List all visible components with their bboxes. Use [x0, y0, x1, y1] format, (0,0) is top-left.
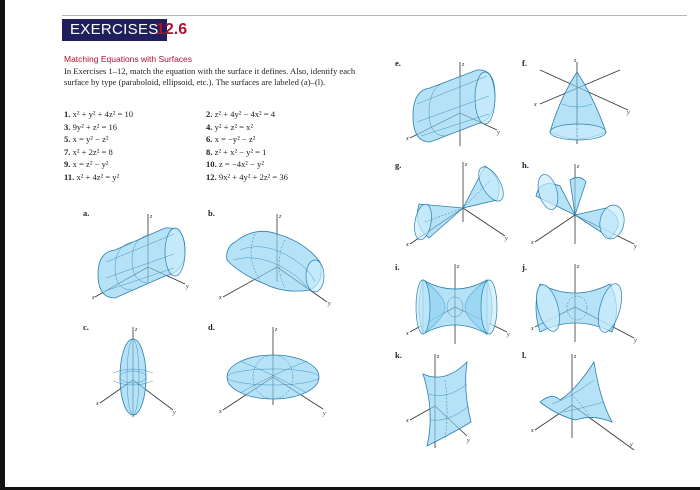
figure-e — [405, 58, 505, 148]
figure-label-f: f. — [522, 58, 527, 68]
svg-text:x: x — [406, 418, 409, 424]
figure-label-j: j. — [522, 262, 527, 272]
intro-text: In Exercises 1–12, match the equation with the surface it defines. Also, identify each surface by type (paraboloid, ellipsoid, etc.). The surfaces are labeled (a)–(l). — [64, 66, 356, 87]
svg-text:y: y — [328, 301, 331, 307]
figure-label-h: h. — [522, 160, 529, 170]
svg-text:x: x — [406, 242, 409, 248]
exercise-item: 5. x = y² − z² — [64, 134, 109, 144]
exercises-badge: EXERCISES — [62, 19, 167, 41]
surface-d-graphic — [215, 325, 335, 420]
figure-i — [405, 262, 515, 347]
figure-label-e: e. — [395, 58, 401, 68]
exercise-item: 1. x² + y² + 4z² = 10 — [64, 109, 134, 119]
exercise-item: 9. x = z² − y² — [64, 159, 109, 169]
surface-h-graphic — [530, 160, 640, 255]
figure-j — [530, 262, 640, 347]
exercise-item: 8. z² + x² − y² = 1 — [206, 146, 267, 157]
svg-text:y: y — [507, 332, 510, 338]
svg-text:z: z — [135, 327, 138, 333]
svg-text:z: z — [279, 214, 282, 220]
surface-k-graphic — [405, 350, 505, 450]
exercise-item: 6. x = −y² − z² — [206, 134, 256, 144]
svg-text:x: x — [219, 295, 222, 301]
figure-k — [405, 350, 505, 450]
svg-text:y: y — [173, 410, 176, 416]
exercise-item: 10. z = −4x² − y² — [206, 159, 264, 169]
figure-d — [215, 325, 335, 420]
figure-label-d: d. — [208, 322, 215, 332]
exercise-item: 4. y² + z² = x² — [206, 121, 254, 132]
surface-l-graphic — [530, 350, 640, 450]
svg-text:y: y — [634, 244, 637, 250]
figure-g — [405, 160, 515, 255]
svg-text:y: y — [497, 130, 500, 136]
svg-text:z: z — [462, 62, 465, 68]
exercise-item: 3. 9y² + z² = 16 — [64, 121, 118, 132]
svg-text:z: z — [150, 214, 153, 220]
figure-label-c: c. — [83, 322, 89, 332]
svg-text:z: z — [457, 264, 460, 270]
svg-text:z: z — [465, 162, 468, 168]
figure-f — [530, 58, 635, 148]
exercise-item: 7. x² + 2z² = 8 — [64, 146, 113, 157]
svg-text:z: z — [574, 354, 577, 360]
svg-text:z: z — [275, 327, 278, 333]
surface-i-graphic — [405, 262, 515, 347]
exercise-item: 2. z² + 4y² − 4x² = 4 — [206, 109, 276, 119]
svg-text:y: y — [505, 236, 508, 242]
svg-text:y: y — [627, 110, 630, 116]
surface-a-graphic — [90, 212, 200, 312]
svg-text:y: y — [467, 438, 470, 444]
svg-text:x: x — [92, 295, 95, 301]
svg-text:x: x — [406, 136, 409, 142]
surface-c-graphic — [95, 325, 185, 420]
exercise-item: 11. x² + 4z² = y² — [64, 171, 120, 182]
figure-label-k: k. — [395, 350, 402, 360]
surface-j-graphic — [530, 262, 640, 347]
svg-text:y: y — [186, 284, 189, 290]
svg-text:x: x — [219, 409, 222, 415]
surface-f-graphic — [530, 58, 635, 148]
section-number: 12.6 — [156, 21, 188, 38]
svg-text:x: x — [406, 331, 409, 337]
figure-label-a: a. — [83, 208, 90, 218]
exercise-item: 12. 9x² + 4y² + 2z² = 36 — [206, 171, 288, 182]
surface-e-graphic — [405, 58, 505, 148]
figure-h — [530, 160, 640, 255]
figure-c — [95, 325, 185, 420]
svg-text:z: z — [437, 354, 440, 360]
svg-text:z: z — [577, 264, 580, 270]
figure-label-g: g. — [395, 160, 402, 170]
exercises-header — [62, 15, 687, 42]
svg-text:y: y — [634, 338, 637, 344]
figure-a — [90, 212, 200, 312]
svg-text:y: y — [630, 442, 633, 448]
figure-label-l: l. — [522, 350, 527, 360]
exercise-list — [64, 108, 364, 183]
svg-text:z: z — [574, 58, 577, 64]
surface-b-graphic — [215, 212, 335, 312]
svg-text:x: x — [534, 102, 537, 108]
svg-text:x: x — [531, 326, 534, 332]
surface-g-graphic — [405, 160, 515, 255]
figure-b — [215, 212, 335, 312]
figure-label-b: b. — [208, 208, 215, 218]
section-title: Matching Equations with Surfaces — [64, 54, 193, 64]
figure-l — [530, 350, 640, 450]
svg-text:z: z — [577, 164, 580, 170]
svg-text:x: x — [96, 401, 99, 407]
svg-text:x: x — [531, 428, 534, 434]
left-border — [0, 0, 5, 490]
figure-label-i: i. — [395, 262, 400, 272]
svg-text:y: y — [323, 411, 326, 417]
svg-text:x: x — [531, 240, 534, 246]
